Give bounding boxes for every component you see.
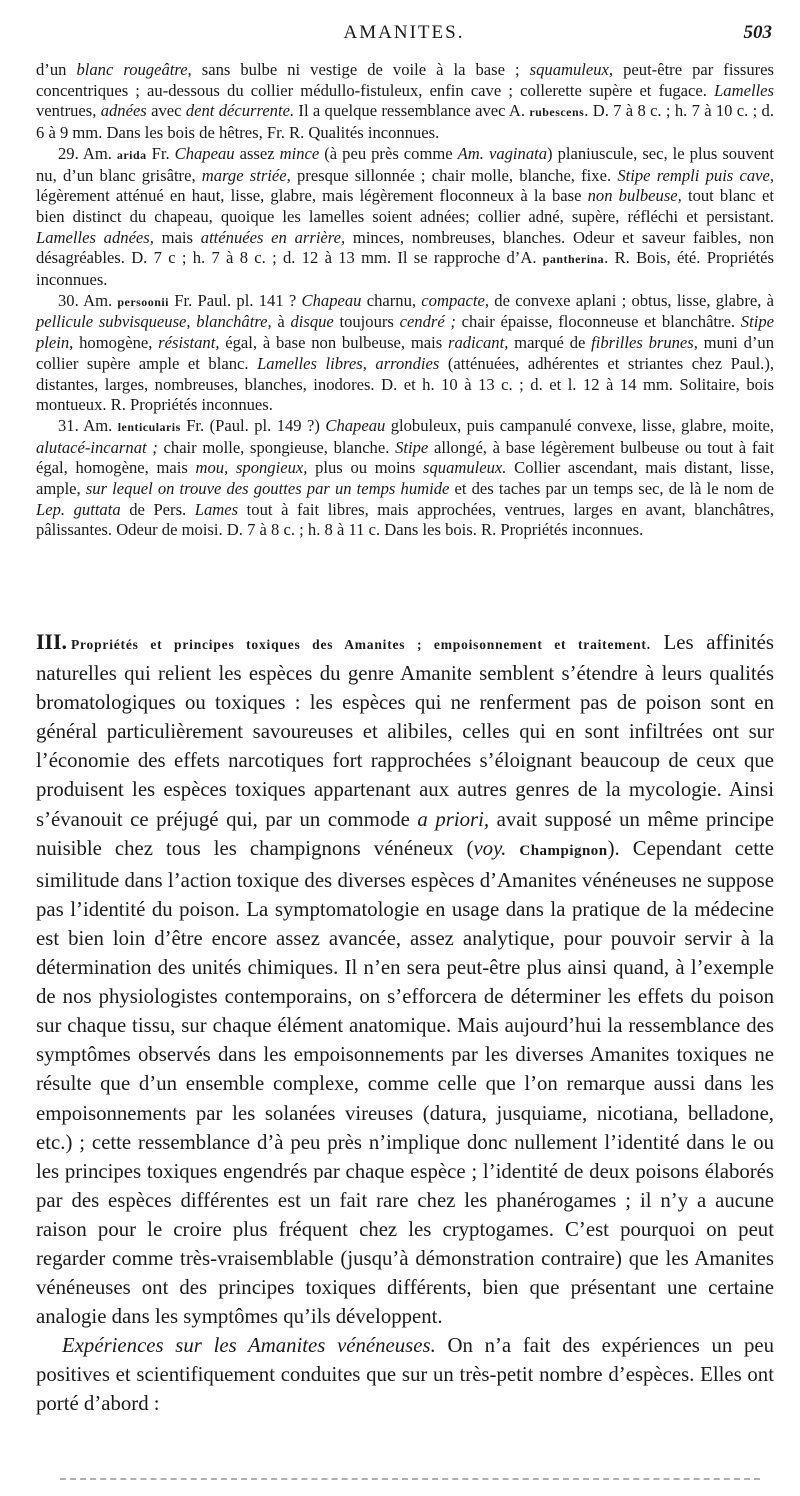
- species-descriptions: [36, 60, 774, 541]
- bottom-rule: [60, 1478, 760, 1480]
- page-number: 503: [743, 22, 772, 43]
- species-entry-31: 31. Am. lenticularis Fr. (Paul. pl. 149 ?) Chapeau globuleux, puis campanulé convexe, lisse, glabre, moite, alutacé-incarnat ; chair molle, spongieuse, blanche. Stipe allongé, à base légèrement bulbeuse ou tout à fait égal, homogène, mais mou, spongieux, plus ou moins squamuleux. Collier ascendant, mais distant, lisse, ample, sur lequel on trouve des gouttes par un temps humide et des taches par un temps sec, de là le nom de Lep. guttata de Pers. Lames tout à fait libres, mais approchées, ventrues, larges en avant, blanchâtres, pâlissantes. Odeur de moisi. D. 7 à 8 c. ; h. 8 à 11 c. Dans les bois. R. Propriétés inconnues.: [36, 415, 774, 540]
- page-header: [36, 22, 772, 52]
- experiences-paragraph: Expériences sur les Amanites vénéneuses. On n’a fait des expériences un peu positives et scientifiquement conduites que sur un très-petit nombre d’espèces. Elles ont porté d’abord :: [36, 1334, 774, 1416]
- paragraph-continuation: d’un blanc rougeâtre, sans bulbe ni vestige de voile à la base ; squamuleux, peut-être par fissures concentriques ; au-dessous du collier médullo-fistuleux, enfin cave ; collerette supère et fugace. Lamelles ventrues, adnées avec dent décurrente. Il a quelque ressemblance avec A. rubescens. D. 7 à 8 c. ; h. 7 à 10 c. ; d. 6 à 9 mm. Dans les bois de hêtres, Fr. R. Qualités inconnues.: [36, 60, 775, 143]
- section-title: Propriétés et principes toxiques des Amanites ; empoisonnement et traitement.: [70, 637, 651, 652]
- section-toxicity: [36, 628, 774, 1419]
- experiences-heading: Expériences sur les Amanites vénéneuses.: [62, 1334, 436, 1358]
- species-entry-30: 30. Am. persoonii Fr. Paul. pl. 141 ? Chapeau charnu, compacte, de convexe aplani ; obtus, lisse, glabre, à pellicule subvisqueuse, blanchâtre, à disque toujours cendré ; chair épaisse, floconneuse et blanchâtre. Stipe plein, homogène, résistant, égal, à base non bulbeuse, mais radicant, marqué de fibrilles brunes, muni d’un collier supère ample et blanc. Lamelles libres, arrondies (atténuées, adhérentes et striantes chez Paul.), distantes, larges, nombreuses, blanches, inodores. D. et h. 10 à 13 c. ; d. et l. 12 à 14 mm. Solitaire, bois montueux. R. Propriétés inconnues.: [36, 290, 774, 415]
- section-number: III.: [36, 630, 67, 654]
- species-entry-29: 29. Am. arida Fr. Chapeau assez mince (à peu près comme Am. vaginata) planiuscule, sec, le plus souvent nu, d’un blanc grisâtre, marge striée, presque sillonnée ; chair molle, blanche, fixe. Stipe rempli puis cave, légèrement atténué en haut, lisse, glabre, mais légèrement floconneux à la base non bulbeuse, tout blanc et bien distinct du chapeau, quoique les lamelles soient adnées; collier adné, supère, réfléchi et persistant. Lamelles adnées, mais atténuées en arrière, minces, nombreuses, blanches. Odeur et saveur faibles, non désagréables. D. 7 c ; h. 7 à 8 c. ; d. 12 à 13 mm. Il se rapproche d’A. pantherina. R. Bois, été. Propriétés inconnues.: [36, 143, 774, 290]
- running-title: AMANITES.: [343, 22, 465, 43]
- section-paragraph: III. Propriétés et principes toxiques des Amanites ; empoisonnement et traitement. Les affinités naturelles qui relient les espèces du genre Amanite semblent s’étendre à leurs qualités bromatologiques ou toxiques : les espèces qui ne renferment pas de poison sont en général particulièrement savoureuses et alibiles, celles qui en sont infiltrées ont sur l’économie des effets narcotiques fort rapprochées s’éloignant beaucoup de ceux que produisent les espèces toxiques appartenant aux autres genres de la mycologie. Ainsi s’évanouit ce préjugé qui, par un commode a priori, avait supposé un même principe nuisible chez tous les champignons vénéneux (voy. Champignon). Cependant cette similitude dans l’action toxique des diverses espèces d’Amanites vénéneuses ne suppose pas l’identité du poison. La symptomatologie en usage dans la pratique de la médecine est bien loin d’être encore assez avancée, assez analytique, pour pouvoir servir à la détermination des unités chimiques. Il n’en sera peut-être plus ainsi quand, à l’exemple de nos physiologistes contemporains, on s’efforcera de déterminer les effets du poison sur chaque tissu, sur chaque élément anatomique. Mais aujourd’hui la ressemblance des symptômes observés dans les empoisonnements par les diverses Amanites toxiques ne résulte que d’un ensemble complexe, comme celle que l’on remarque aussi dans les empoisonnements par les solanées vireuses (datura, jusquiame, nicotiana, belladone, etc.) ; cette ressemblance d’à peu près n’implique donc nullement l’identité dans le ou les principes toxiques engendrés par chaque espèce ; l’identité de deux poisons élaborés par des espèces différentes est un fait rare chez les phanérogames ; il n’y a aucune raison pour le croire plus fréquent chez les cryptogames. C’est pourquoi on peut regarder comme très-vraisemblable (jusqu’à démonstration contraire) que les Amanites vénéneuses ont des principes toxiques différents, bien que présentant une certaine analogie dans les symptômes qu’ils développent.: [36, 630, 775, 1329]
